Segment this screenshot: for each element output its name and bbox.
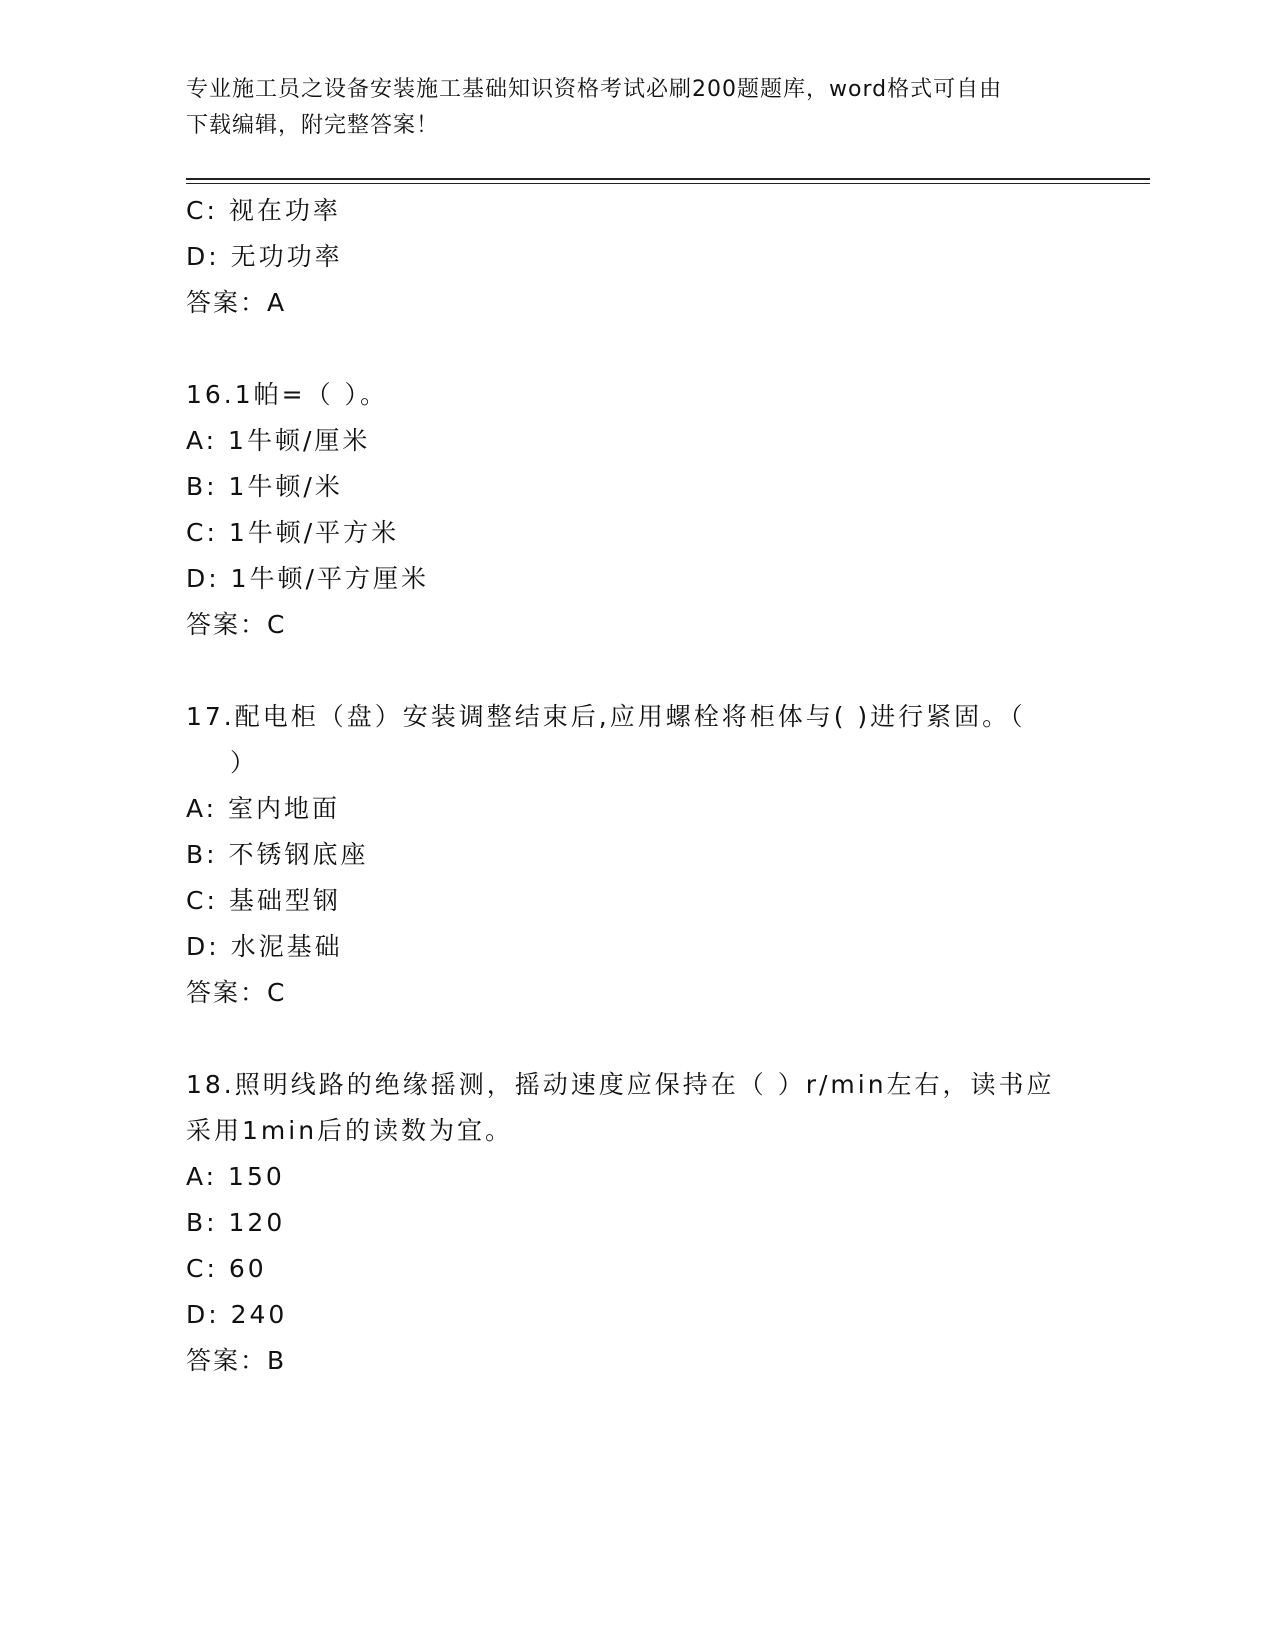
- option-d: D: 无功功率: [186, 242, 343, 271]
- spacer: [186, 1016, 1086, 1062]
- option-c: C: 60: [186, 1254, 267, 1283]
- option-a: A: 150: [186, 1162, 285, 1191]
- question-text-continued: ）: [230, 748, 259, 777]
- option-c: C: 视在功率: [186, 196, 341, 225]
- answer-line: 答案：B: [186, 1346, 287, 1375]
- question-15-tail: [186, 188, 1086, 326]
- header-divider-thick: [186, 178, 1150, 180]
- question-16: [186, 372, 1086, 648]
- option-b: B: 不锈钢底座: [186, 840, 369, 869]
- question-text: 17.配电柜（盘）安装调整结束后,应用螺栓将柜体与( )进行紧固。（: [186, 702, 1026, 731]
- option-c: C: 1牛顿/平方米: [186, 518, 400, 547]
- header-divider-thin: [186, 183, 1150, 184]
- question-text: 18.照明线路的绝缘摇测，摇动速度应保持在（ ）r/min左右，读书应: [186, 1070, 1055, 1099]
- question-list: [186, 188, 1086, 1384]
- question-text-continued: 采用1min后的读数为宜。: [186, 1116, 514, 1145]
- option-d: D: 1牛顿/平方厘米: [186, 564, 429, 593]
- option-a: A: 室内地面: [186, 794, 341, 823]
- option-d: D: 水泥基础: [186, 932, 343, 961]
- answer-line: 答案：C: [186, 610, 287, 639]
- answer-line: 答案：C: [186, 978, 287, 1007]
- option-b: B: 1牛顿/米: [186, 472, 343, 501]
- option-b: B: 120: [186, 1208, 286, 1237]
- document-header: [186, 72, 1086, 144]
- question-text: 16.1帕=（ ）。: [186, 380, 389, 409]
- option-a: A: 1牛顿/厘米: [186, 426, 371, 455]
- header-line-1: 专业施工员之设备安装施工基础知识资格考试必刷200题题库，word格式可自由: [186, 77, 1003, 102]
- answer-line: 答案：A: [186, 288, 287, 317]
- option-c: C: 基础型钢: [186, 886, 341, 915]
- spacer: [186, 326, 1086, 372]
- header-line-2: 下载编辑，附完整答案！: [186, 113, 440, 138]
- question-18: [186, 1062, 1086, 1384]
- option-d: D: 240: [186, 1300, 288, 1329]
- question-17: [186, 694, 1086, 1016]
- spacer: [186, 648, 1086, 694]
